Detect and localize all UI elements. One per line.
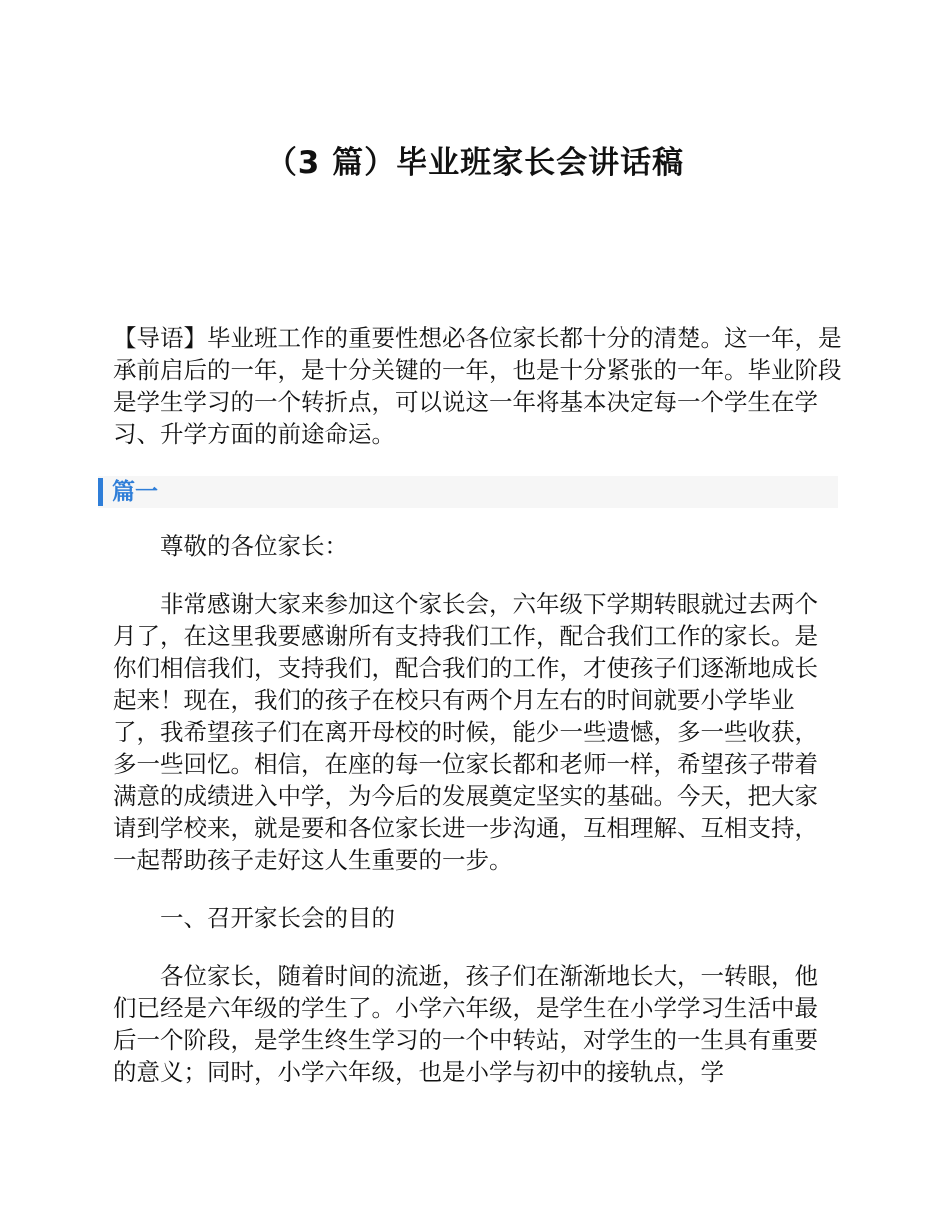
salutation-paragraph: 尊敬的各位家长： bbox=[160, 532, 348, 560]
document-title: （3 篇）毕业班家长会讲话稿 bbox=[265, 145, 685, 181]
section-header bbox=[98, 476, 838, 508]
subheading-paragraph: 一、召开家长会的目的 bbox=[160, 904, 395, 932]
body-paragraph: 各位家长，随着时间的流逝，孩子们在渐渐地长大，一转眼，他们已经是六年级的学生了。小学六年级，是学生在小学学习生活中最后一个阶段，是学生终生学习的一个中转站，对学生的一生具有重要的意义；同时，小学六年级，也是小学与初中的接轨点，学 bbox=[113, 962, 818, 1086]
section-accent-bar bbox=[98, 478, 103, 506]
section-label: 篇一 bbox=[112, 479, 158, 505]
intro-paragraph: 【导语】毕业班工作的重要性想必各位家长都十分的清楚。这一年，是承前启后的一年，是十分关键的一年，也是十分紧张的一年。毕业阶段是学生学习的一个转折点，可以说这一年将基本决定每一个学生在学习、升学方面的前途命运。 bbox=[113, 324, 842, 448]
body-paragraph: 非常感谢大家来参加这个家长会，六年级下学期转眼就过去两个月了，在这里我要感谢所有支持我们工作，配合我们工作的家长。是你们相信我们，支持我们，配合我们的工作，才使孩子们逐渐地成长起来！现在，我们的孩子在校只有两个月左右的时间就要小学毕业了，我希望孩子们在离开母校的时候，能少一些遗憾，多一些收获，多一些回忆。相信，在座的每一位家长都和老师一样，希望孩子带着满意的成绩进入中学，为今后的发展奠定坚实的基础。今天，把大家请到学校来，就是要和各位家长进一步沟通，互相理解、互相支持，一起帮助孩子走好这人生重要的一步。 bbox=[113, 590, 818, 874]
body-text bbox=[113, 530, 838, 1114]
